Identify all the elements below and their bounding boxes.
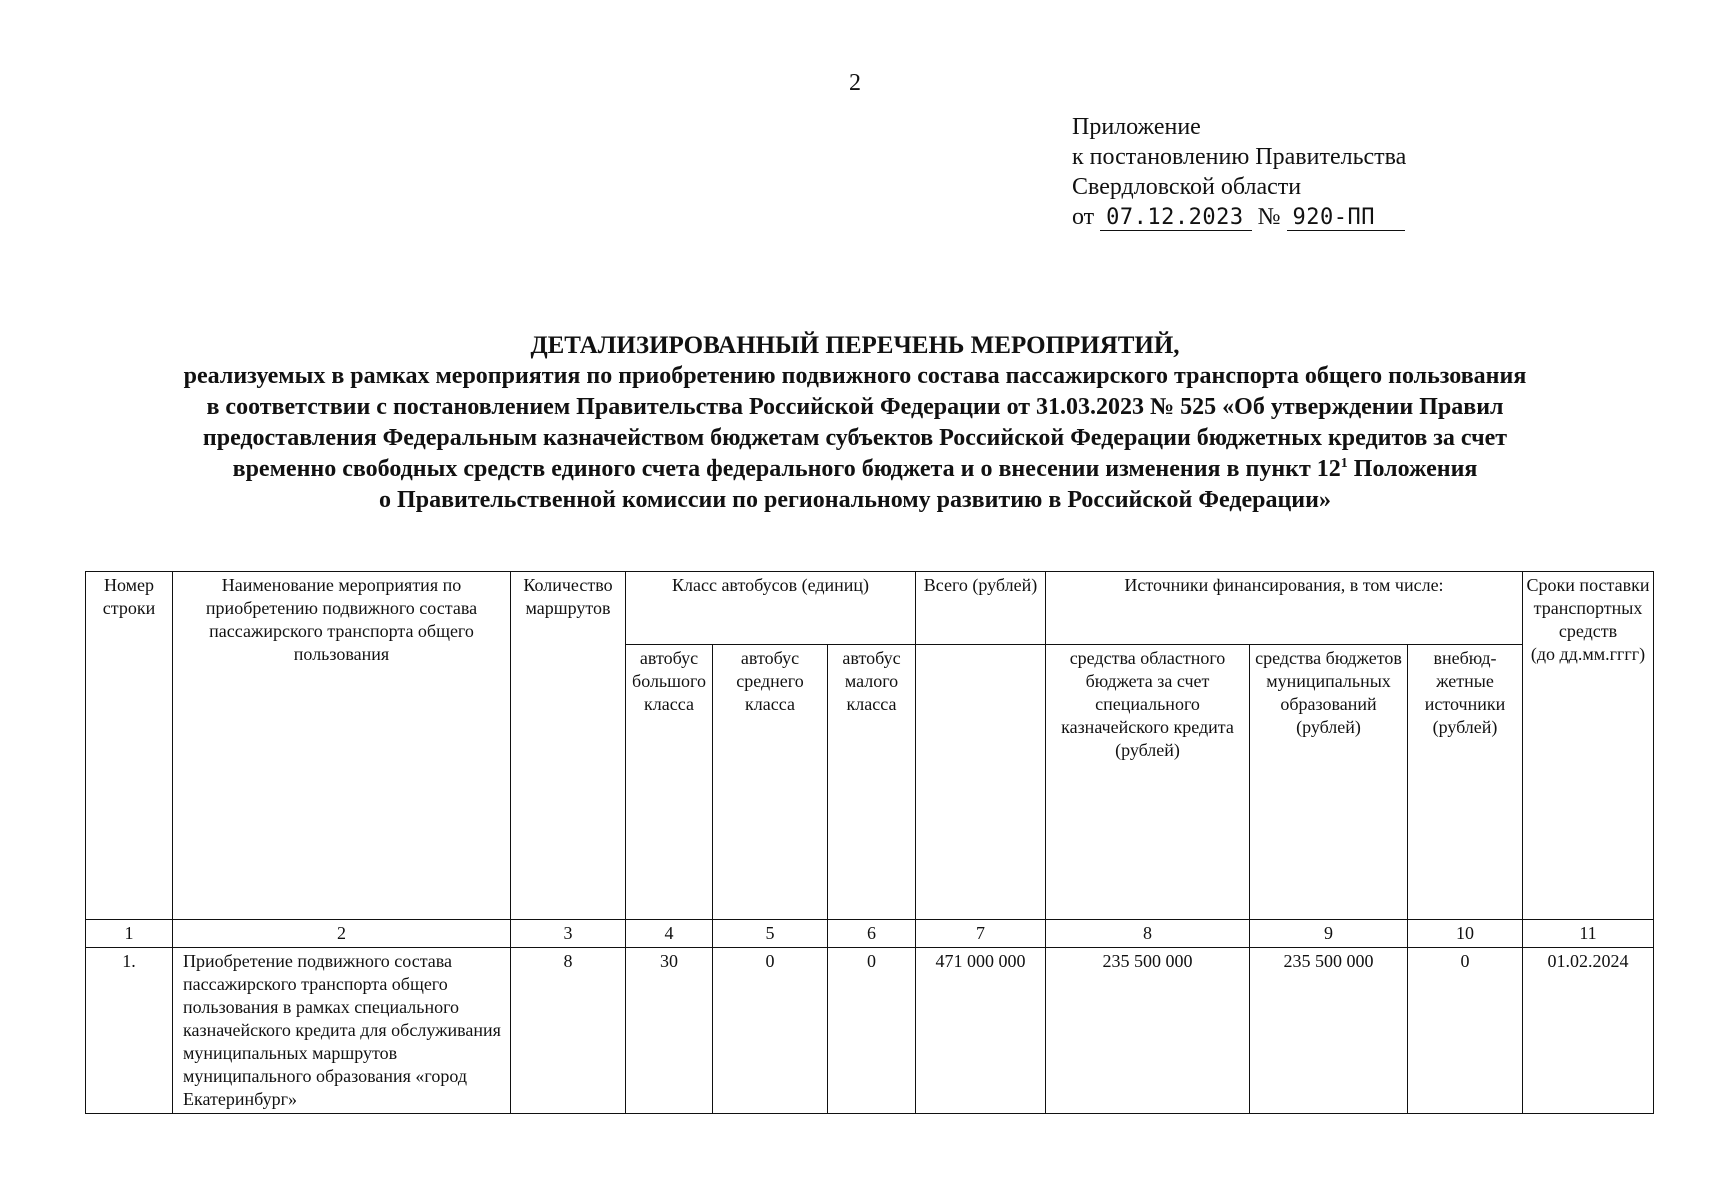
column-number: 3 [511,920,626,948]
resolution-date: 07.12.2023 [1100,205,1251,231]
column-number: 6 [828,920,916,948]
appendix-date-line [1072,202,1406,233]
title-line-2: реализуемых в рамках мероприятия по приобретению подвижного состава пассажирского транспорта общего пользования [183,363,1527,389]
resolution-number: 920-ПП [1287,205,1405,231]
appendix-line-3: Свердловской области [1072,174,1302,200]
cell-municipal: 235 500 000 [1250,948,1408,1114]
header-municipal: средства бюджетов муниципальных образований (рублей) [1250,645,1408,920]
date-prefix: от [1072,204,1095,230]
header-routes: Количество маршрутов [511,572,626,920]
cell-bus-small: 0 [828,948,916,1114]
header-bus-medium: автобус среднего класса [713,645,828,920]
cell-routes: 8 [511,948,626,1114]
activities-table [85,571,1654,1114]
title-line-5 [60,454,1650,485]
title-line-1: ДЕТАЛИЗИРОВАННЫЙ ПЕРЕЧЕНЬ МЕРОПРИЯТИЙ, [530,332,1180,359]
column-number: 8 [1046,920,1250,948]
header-offbudget: внебюд-жетные источники (рублей) [1408,645,1523,920]
cell-name: Приобретение подвижного состава пассажирского транспорта общего пользования в рамках специального казначейского кредита для обслуживания муниципальных маршрутов муниципального образования «город Екатеринбург» [173,948,511,1114]
header-row-number: Номер строки [86,572,173,920]
column-number: 4 [626,920,713,948]
appendix-line-2: к постановлению Правительства [1072,144,1407,170]
title-line-4: предоставления Федеральным казначейством бюджетам субъектов Российской Федерации бюджетных кредитов за счет [202,425,1508,451]
appendix-block [1072,112,1406,233]
column-number: 5 [713,920,828,948]
header-deadline-title: Сроки поставки транспортных средств [1526,575,1650,641]
title-line-5-b: Положения [1347,456,1478,482]
header-name: Наименование мероприятия по приобретению подвижного состава пассажирского транспорта общего пользования [173,572,511,920]
cell-deadline: 01.02.2024 [1523,948,1654,1114]
table-row [86,948,1654,1114]
title-line-5-a: временно свободных средств единого счета федерального бюджета и о внесении изменения в пункт 12 [232,456,1341,482]
column-number: 7 [916,920,1046,948]
title-line-5-sup: 1 [1340,456,1348,471]
cell-bus-large: 30 [626,948,713,1114]
page-number: 2 [849,70,861,96]
header-total-blank [916,645,1046,920]
cell-bus-medium: 0 [713,948,828,1114]
column-number: 9 [1250,920,1408,948]
header-deadline-format: (до дд.мм.гггг) [1530,644,1646,664]
header-bus-large: автобус большого класса [626,645,713,920]
column-number-row [86,920,1654,948]
cell-number: 1. [86,948,173,1114]
header-total: Всего (рублей) [916,572,1046,645]
cell-total: 471 000 000 [916,948,1046,1114]
appendix-line-1: Приложение [1072,114,1201,140]
document-title [60,330,1650,516]
cell-regional: 235 500 000 [1046,948,1250,1114]
cell-offbudget: 0 [1408,948,1523,1114]
header-deadline [1523,572,1654,920]
header-sources: Источники финансирования, в том числе: [1046,572,1523,645]
header-bus-small: автобус малого класса [828,645,916,920]
column-number: 1 [86,920,173,948]
title-line-3: в соответствии с постановлением Правительства Российской Федерации от 31.03.2023 № 525 «Об утверждении Правил [206,394,1504,420]
title-line-6: о Правительственной комиссии по региональному развитию в Российской Федерации» [379,487,1331,513]
header-bus-class: Класс автобусов (единиц) [626,572,916,645]
header-regional: средства областного бюджета за счет специального казначейского кредита (рублей) [1046,645,1250,920]
column-number: 10 [1408,920,1523,948]
column-number: 2 [173,920,511,948]
number-prefix: № [1257,204,1281,230]
column-number: 11 [1523,920,1654,948]
